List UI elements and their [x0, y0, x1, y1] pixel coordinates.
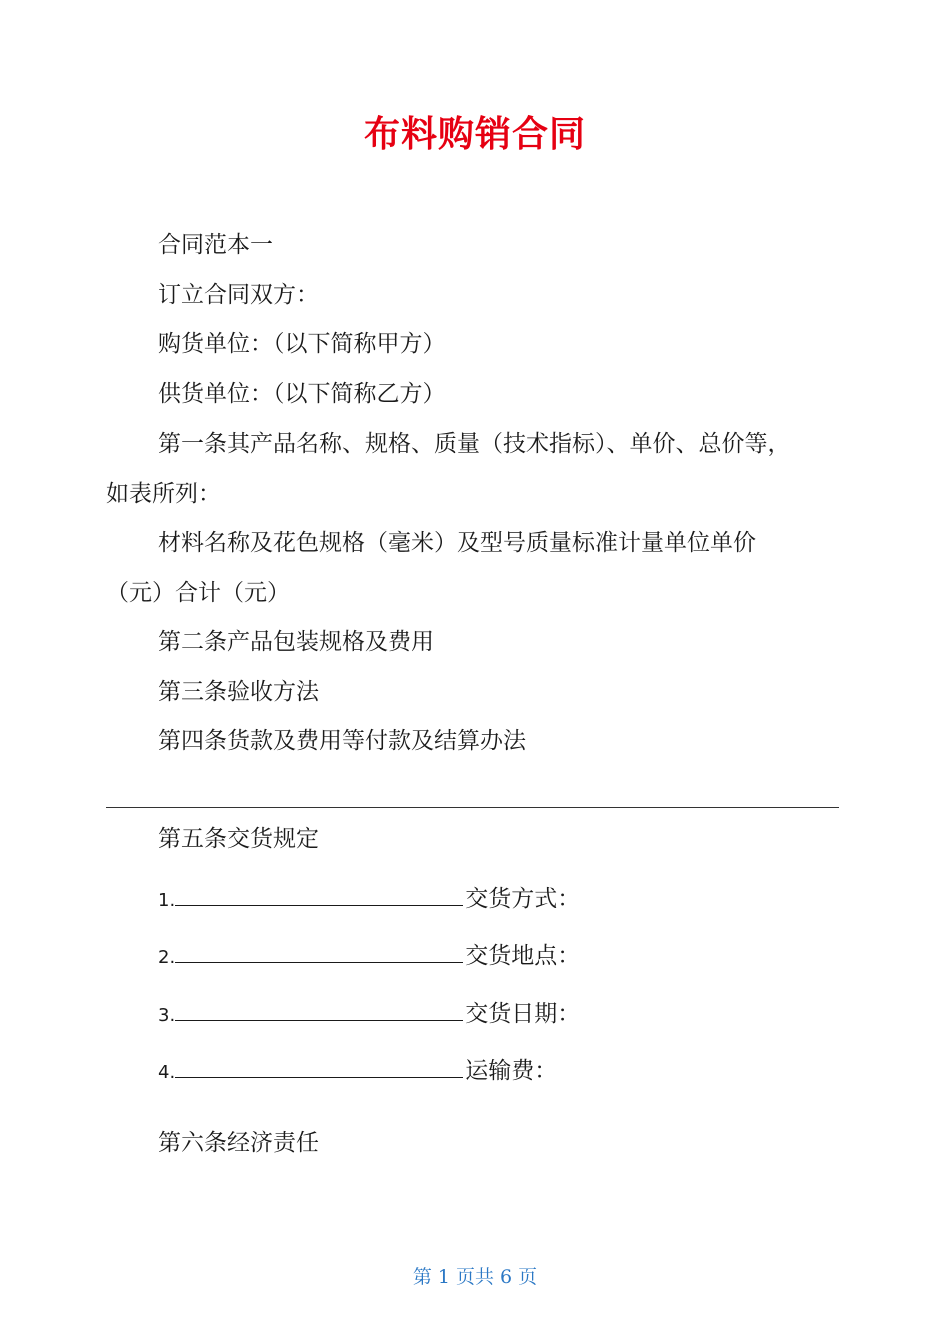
paragraph-supplier: 供货单位：（以下简称乙方）	[158, 381, 446, 407]
paragraph-article-four: 第四条货款及费用等付款及结算办法	[158, 728, 526, 754]
delivery-item	[158, 940, 580, 972]
page-indicator: 第 1 页共 6 页	[412, 1266, 538, 1288]
delivery-item-label: 交货方式：	[465, 886, 581, 912]
paragraph-article-three: 第三条验收方法	[158, 679, 319, 705]
delivery-item	[158, 1055, 557, 1087]
paragraph-table-header-cont: （元）合计（元）	[106, 580, 290, 606]
delivery-item	[158, 998, 580, 1030]
paragraph-article-six: 第六条经济责任	[158, 1130, 319, 1156]
delivery-item-label: 交货地点：	[465, 943, 581, 969]
delivery-item-number: 3.	[158, 1005, 176, 1026]
paragraph-article-two: 第二条产品包装规格及费用	[158, 629, 434, 655]
delivery-item-blank	[175, 940, 463, 963]
document-title: 布料购销合同	[363, 114, 586, 155]
paragraph-table-header: 材料名称及花色规格（毫米）及型号质量标准计量单位单价	[158, 530, 756, 556]
paragraph-article-one-cont: 如表所列：	[106, 481, 221, 507]
delivery-item-number: 4.	[158, 1062, 176, 1083]
delivery-item-number: 2.	[158, 947, 176, 968]
delivery-item-label: 交货日期：	[465, 1001, 581, 1027]
delivery-item-number: 1.	[158, 890, 176, 911]
delivery-item-blank	[175, 1055, 463, 1078]
delivery-item-blank	[175, 883, 463, 906]
delivery-item-label: 运输费：	[465, 1058, 558, 1084]
section-divider	[106, 807, 839, 808]
paragraph-article-five: 第五条交货规定	[158, 826, 319, 852]
delivery-item-blank	[175, 998, 463, 1021]
delivery-item	[158, 883, 580, 915]
paragraph-buyer: 购货单位：（以下简称甲方）	[158, 331, 446, 357]
paragraph-contract-template: 合同范本一	[158, 232, 273, 258]
paragraph-article-one: 第一条其产品名称、规格、质量（技术指标）、单价、总价等，	[158, 431, 791, 457]
paragraph-parties: 订立合同双方：	[158, 282, 319, 308]
